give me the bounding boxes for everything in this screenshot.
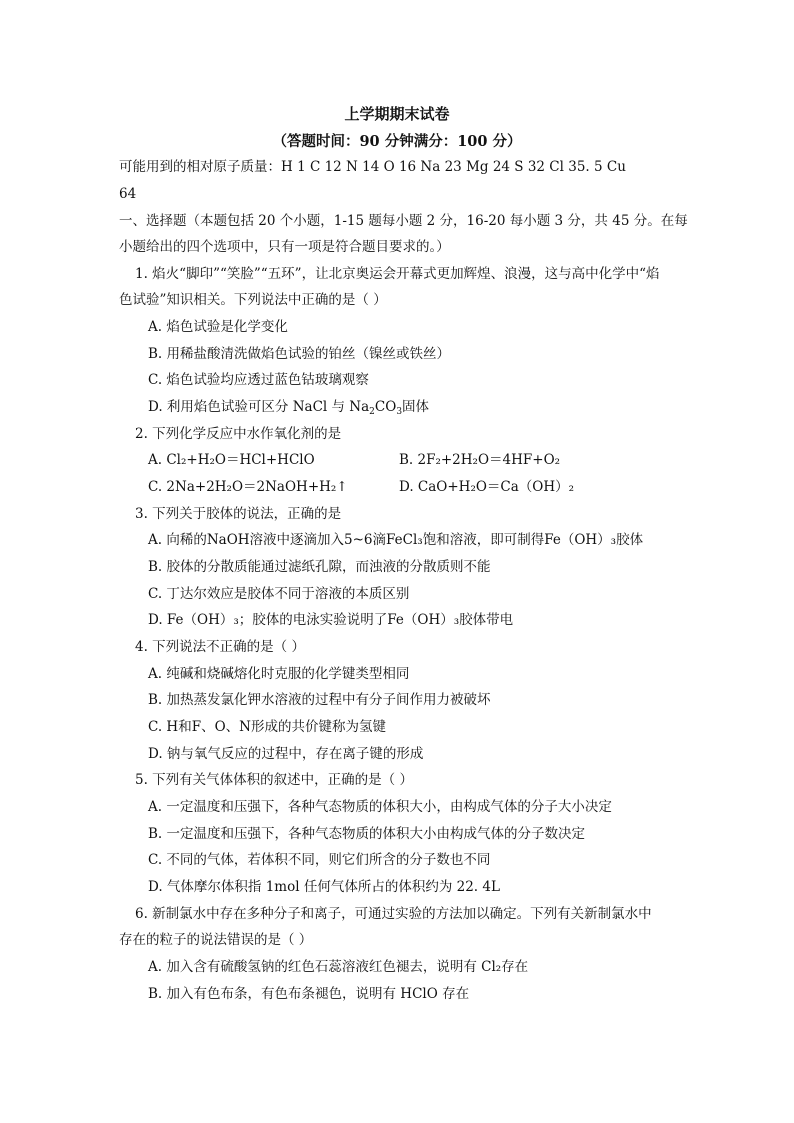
q1-option-a: A. 焰色试验是化学变化 — [148, 319, 288, 335]
q1-d-post: 固体 — [402, 399, 430, 415]
q4-option-b: B. 加热蒸发氯化钾水溶液的过程中有分子间作用力被破坏 — [148, 692, 491, 708]
q2-option-d: D. CaO+H₂O＝Ca（OH）₂ — [399, 479, 575, 495]
exam-subtitle: （答题时间：90 分钟满分：100 分） — [272, 133, 522, 150]
exam-title: 上学期期末试卷 — [344, 105, 450, 123]
q5-option-d: D. 气体摩尔体积指 1mol 任何气体所占的体积约为 22. 4L — [148, 879, 500, 895]
q3-stem: 3. 下列关于胶体的说法，正确的是 — [135, 506, 342, 522]
q1-option-b: B. 用稀盐酸清洗做焰色试验的铂丝（镍丝或铁丝） — [148, 346, 451, 362]
q1-d-sub1: 2 — [369, 407, 375, 417]
q5-option-c: C. 不同的气体，若体积不同，则它们所含的分子数也不同 — [148, 852, 491, 868]
q3-option-a: A. 向稀的NaOH溶液中逐滴加入5~6滴FeCl₃饱和溶液，即可制得Fe（OH）₃胶体 — [148, 532, 644, 548]
q5-option-a: A. 一定温度和压强下，各种气态物质的体积大小，由构成气体的分子大小决定 — [148, 799, 612, 815]
section-heading-line1: 一、选择题（本题包括 20 个小题，1-15 题每小题 2 分，16-20 每小题 3 分，共 45 分。在每 — [119, 213, 688, 229]
q2-stem: 2. 下列化学反应中水作氧化剂的是 — [135, 426, 342, 442]
q1-option-c: C. 焰色试验均应透过蓝色钴玻璃观察 — [148, 372, 369, 388]
q2-option-a: A. Cl₂+H₂O＝HCl+HClO — [148, 452, 315, 468]
q4-option-a: A. 纯碱和烧碱熔化时克服的化学键类型相同 — [148, 666, 410, 682]
q5-stem: 5. 下列有关气体体积的叙述中，正确的是（ ） — [135, 772, 413, 788]
q4-stem: 4. 下列说法不正确的是（ ） — [135, 639, 305, 655]
q4-option-c: C. H和F、O、N形成的共价键称为氢键 — [148, 719, 386, 735]
q6-stem-line2: 存在的粒子的说法错误的是（ ） — [119, 932, 313, 948]
q6-option-a: A. 加入含有硫酸氢钠的红色石蕊溶液红色褪去，说明有 Cl₂存在 — [148, 959, 529, 975]
q3-option-d: D. Fe（OH）₃；胶体的电泳实验说明了Fe（OH）₃胶体带电 — [148, 612, 514, 628]
q1-d-pre: D. 利用焰色试验可区分 NaCl 与 Na — [148, 399, 370, 415]
q1-d-mid: CO — [374, 399, 397, 415]
q5-option-b: B. 一定温度和压强下，各种气态物质的体积大小由构成气体的分子数决定 — [148, 826, 586, 842]
section-heading-line2: 小题给出的四个选项中，只有一项是符合题目要求的。） — [119, 239, 450, 255]
q3-option-c: C. 丁达尔效应是胶体不同于溶液的本质区别 — [148, 586, 410, 602]
q6-option-b: B. 加入有色布条，有色布条褪色，说明有 HClO 存在 — [148, 986, 470, 1002]
q1-stem-line2: 色试验”知识相关。下列说法中正确的是（ ） — [119, 292, 387, 308]
q4-option-d: D. 钠与氧气反应的过程中，存在离子键的形成 — [148, 746, 424, 762]
atomic-mass-line2: 64 — [119, 186, 137, 202]
q1-d-sub2: 3 — [396, 407, 403, 417]
q2-option-c: C. 2Na+2H₂O＝2NaOH+H₂↑ — [148, 479, 348, 495]
q6-stem-line1: 6. 新制氯水中存在多种分子和离子，可通过实验的方法加以确定。下列有关新制氯水中 — [135, 906, 652, 922]
q1-stem-line1: 1. 焰火“脚印”“笑脸”“五环”，让北京奥运会开幕式更加辉煌、浪漫，这与高中化学中“焰 — [135, 266, 660, 282]
q3-option-b: B. 胶体的分散质能通过滤纸孔隙，而浊液的分散质则不能 — [148, 559, 491, 575]
atomic-mass-line1: 可能用到的相对原子质量：H 1 C 12 N 14 O 16 Na 23 Mg 24 S 32 Cl 35. 5 Cu — [119, 159, 626, 175]
q1-option-d — [148, 398, 429, 416]
q2-option-b: B. 2F₂+2H₂O＝4HF+O₂ — [399, 452, 561, 468]
